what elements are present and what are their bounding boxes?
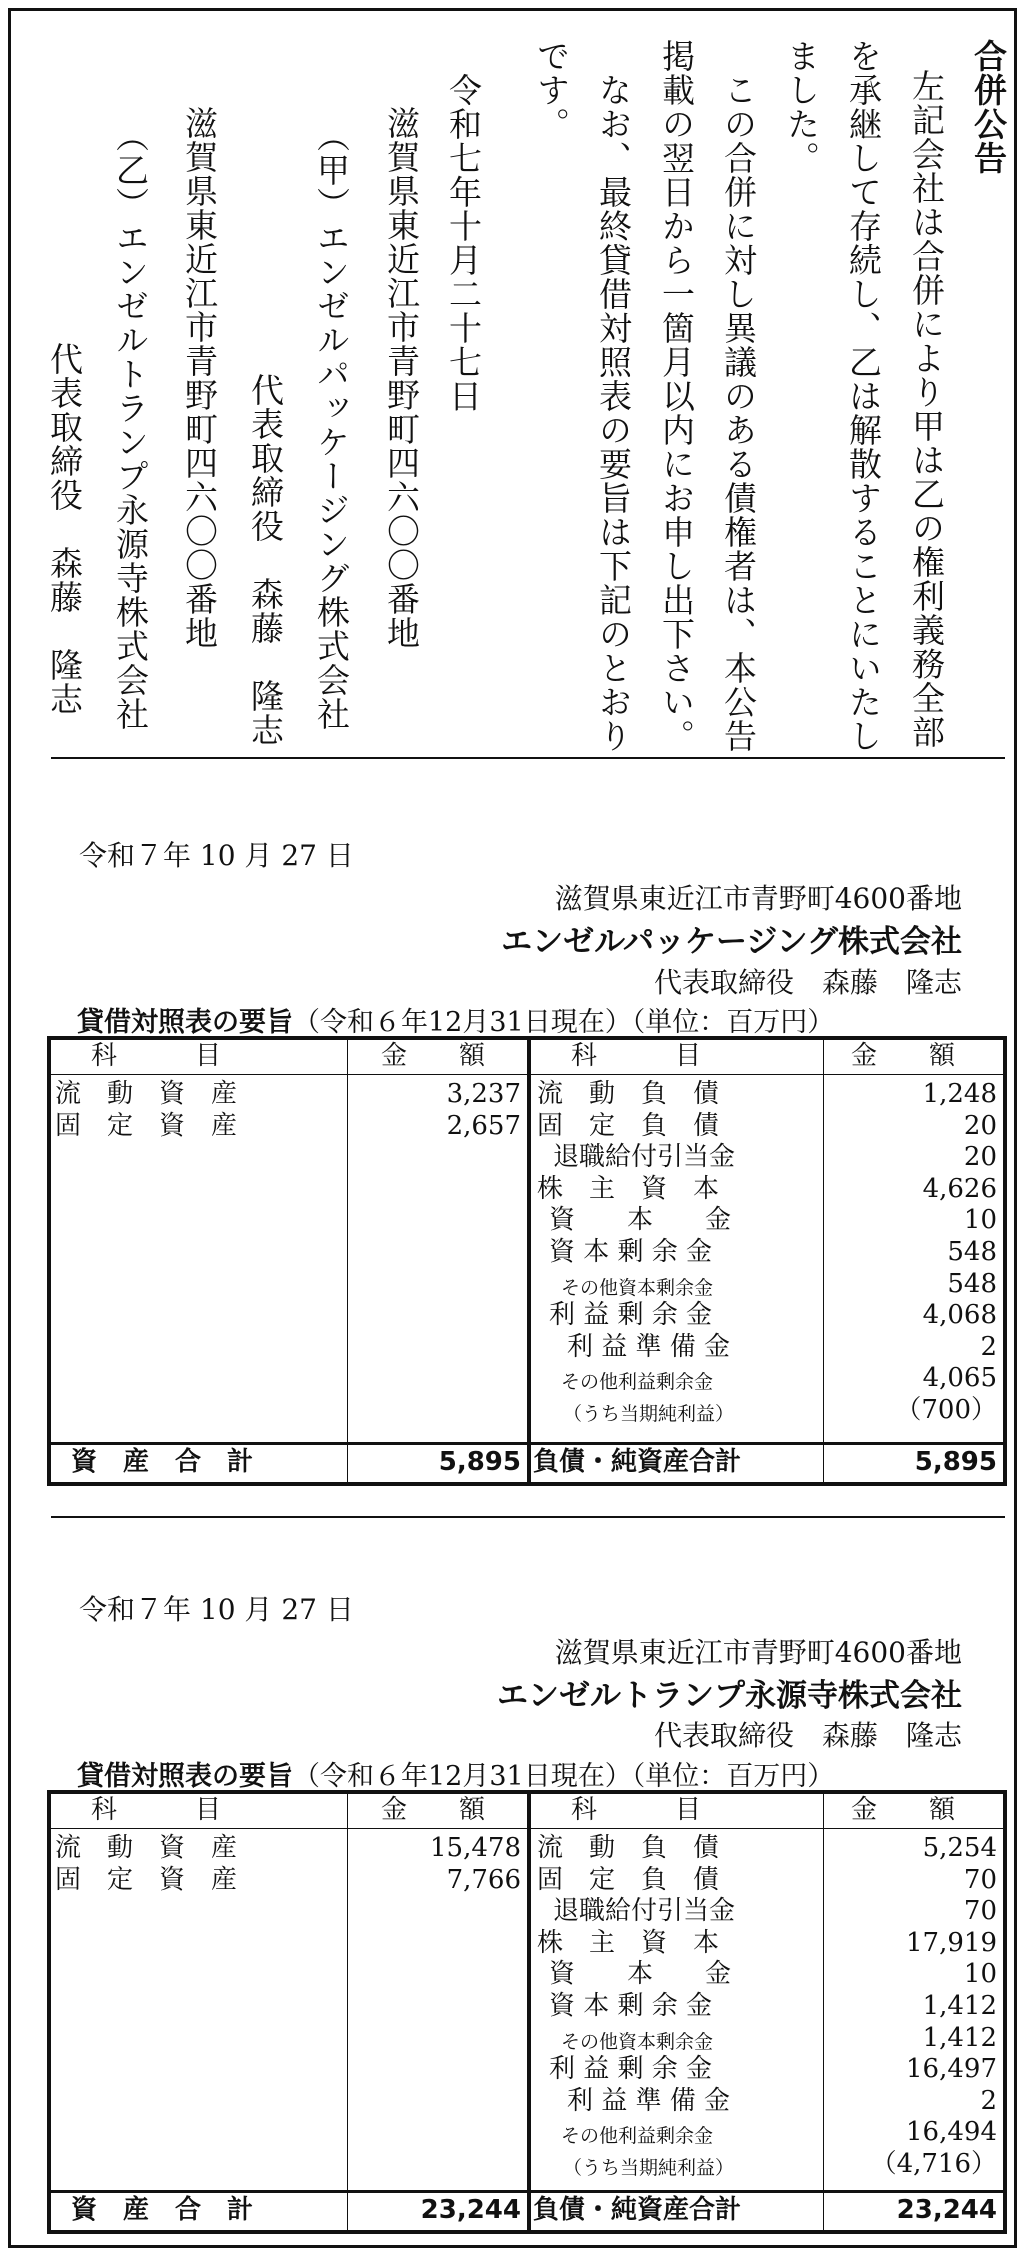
- bs-title: [77, 1754, 834, 1793]
- notice-body-line: を承継して存続し、乙は解散することにいたし: [844, 39, 883, 753]
- liability-value: （4,716）: [870, 2149, 997, 2179]
- total-liabilities-label: 負債・純資産合計: [533, 2195, 742, 2225]
- total-assets-value: 23,244: [420, 2195, 521, 2225]
- liability-value: 1,248: [922, 1079, 997, 1109]
- liability-label: その他利益剰余金: [561, 2125, 714, 2148]
- liability-value: 548: [947, 1237, 997, 1267]
- notice-title: 合併公告: [969, 39, 1008, 175]
- table-total-line: [51, 2190, 1003, 2193]
- liability-value: 548: [947, 1268, 997, 1299]
- header-amount: 金 額: [381, 1795, 486, 1825]
- header-item: 科 目: [91, 1795, 222, 1825]
- asset-label: 固 定 資 産: [55, 1864, 238, 1895]
- balance-sheet-table: [47, 1036, 1007, 1486]
- liability-label: 資 本 剰 余 金: [549, 1237, 713, 1267]
- header-item: 科 目: [571, 1795, 702, 1825]
- liability-label: その他利益剰余金: [561, 1371, 714, 1394]
- liability-value: 16,497: [906, 2054, 997, 2085]
- divider: [51, 757, 1005, 759]
- statement-company: エンゼルトランプ永源寺株式会社: [497, 1678, 962, 1714]
- liability-label: 流 動 負 債: [537, 1833, 720, 1863]
- liability-value: 10: [963, 1959, 997, 1990]
- table-center-line: [527, 1794, 531, 2230]
- liability-label: 資 本 金: [549, 1205, 732, 1236]
- header-amount: 金 額: [851, 1041, 956, 1071]
- notice-body-line: ました。: [782, 39, 821, 175]
- notice-rep-a: 代表取締役 森藤 隆志: [246, 373, 285, 747]
- notice-company-a: （甲）エンゼルパッケージング株式会社: [312, 119, 351, 731]
- liability-label: その他資本剰余金: [561, 2030, 714, 2053]
- total-assets-value: 5,895: [438, 1447, 521, 1477]
- table-total-line: [51, 1442, 1003, 1445]
- notice-company-b: （乙）エンゼルトランプ永源寺株式会社: [111, 119, 150, 731]
- header-amount: 金 額: [381, 1041, 486, 1071]
- liability-value: 70: [963, 1864, 997, 1895]
- statement-address: 滋賀県東近江市青野町4600番地: [554, 882, 962, 915]
- liability-label: 流 動 負 債: [537, 1079, 720, 1109]
- total-liabilities-value: 23,244: [896, 2195, 997, 2225]
- liability-value: 20: [963, 1110, 997, 1141]
- table-center-line: [527, 1040, 531, 1482]
- notice-address-a: 滋賀県東近江市青野町四六〇〇番地: [382, 106, 421, 650]
- table-vline: [823, 1040, 824, 1482]
- bs-title: [77, 1000, 834, 1039]
- bs-title-date: （令和６年12月31日現在）（単位：百万円）: [293, 1761, 835, 1792]
- liability-value: 5,254: [922, 1833, 997, 1863]
- liability-label: 株 主 資 本: [537, 1173, 720, 1204]
- header-amount: 金 額: [851, 1795, 956, 1825]
- liability-value: 70: [963, 1896, 997, 1927]
- liability-label: 固 定 負 債: [537, 1110, 720, 1141]
- notice-body-line: 左記会社は合併により甲は乙の権利義務全部: [907, 69, 946, 749]
- divider: [51, 1516, 1005, 1518]
- asset-label: 流 動 資 産: [55, 1079, 238, 1109]
- statement-address: 滋賀県東近江市青野町4600番地: [554, 1636, 962, 1669]
- liability-value: 17,919: [906, 1927, 997, 1958]
- statement-date: 令和７年 10 月 27 日: [79, 1593, 354, 1626]
- liability-label: 利 益 剰 余 金: [549, 2054, 713, 2085]
- asset-value: 2,657: [446, 1110, 521, 1141]
- liability-value: 1,412: [922, 1991, 997, 2021]
- liability-label: （うち当期純利益）: [563, 1403, 735, 1425]
- asset-value: 15,478: [430, 1833, 521, 1863]
- asset-value: 7,766: [446, 1864, 521, 1895]
- table-vline: [823, 1794, 824, 2230]
- liability-value: 4,065: [922, 1363, 997, 1394]
- liability-label: 資 本 剰 余 金: [549, 1991, 713, 2021]
- header-item: 科 目: [571, 1041, 702, 1071]
- statement-date: 令和７年 10 月 27 日: [79, 839, 354, 872]
- liability-value: 4,068: [922, 1300, 997, 1331]
- liability-label: 退職給付引当金: [553, 1142, 736, 1173]
- notice-body-line: この合併に対し異議のある債権者は、本公告: [719, 39, 758, 753]
- statement-representative: 代表取締役 森藤 隆志: [653, 1719, 962, 1752]
- liability-label: 固 定 負 債: [537, 1864, 720, 1895]
- total-liabilities-value: 5,895: [914, 1447, 997, 1477]
- liability-value: 1,412: [922, 2022, 997, 2053]
- notice-rep-b: 代表取締役 森藤 隆志: [45, 342, 84, 716]
- notice-frame: [8, 8, 1017, 2248]
- bs-title-main: 貸借対照表の要旨: [77, 1761, 293, 1792]
- liability-value: 4,626: [922, 1173, 997, 1204]
- asset-value: 3,237: [446, 1079, 521, 1109]
- liability-value: （700）: [895, 1395, 997, 1425]
- liability-label: （うち当期純利益）: [563, 2157, 735, 2179]
- statement-company: エンゼルパッケージング株式会社: [501, 924, 962, 960]
- asset-label: 固 定 資 産: [55, 1110, 238, 1141]
- notice-address-b: 滋賀県東近江市青野町四六〇〇番地: [180, 106, 219, 650]
- liability-label: 資 本 金: [549, 1959, 732, 1990]
- liability-value: 2: [980, 1331, 997, 1362]
- total-liabilities-label: 負債・純資産合計: [533, 1447, 742, 1477]
- notice-body-line: 掲載の翌日から一箇月以内にお申し出下さい。: [657, 39, 696, 753]
- liability-label: 利 益 剰 余 金: [549, 1300, 713, 1331]
- total-assets-label: 資 産 合 計: [71, 2195, 254, 2225]
- header-item: 科 目: [91, 1041, 222, 1071]
- statement-representative: 代表取締役 森藤 隆志: [653, 966, 962, 999]
- balance-sheet-table: [47, 1790, 1007, 2234]
- liability-label: 株 主 資 本: [537, 1927, 720, 1958]
- liability-value: 20: [963, 1142, 997, 1173]
- liability-label: 退職給付引当金: [553, 1896, 736, 1927]
- table-vline: [347, 1040, 348, 1482]
- notice-body-line: なお、最終貸借対照表の要旨は下記のとおり: [594, 39, 633, 753]
- total-assets-label: 資 産 合 計: [71, 1447, 254, 1477]
- liability-label: 利 益 準 備 金: [567, 1331, 731, 1362]
- notice-body-line: です。: [532, 39, 571, 141]
- liability-label: その他資本剰余金: [561, 1276, 714, 1299]
- liability-label: 利 益 準 備 金: [567, 2085, 731, 2116]
- bs-title-main: 貸借対照表の要旨: [77, 1007, 293, 1038]
- liability-value: 2: [980, 2085, 997, 2116]
- table-header-line: [51, 1828, 1003, 1829]
- liability-value: 16,494: [906, 2117, 997, 2148]
- notice-date: 令和七年十月二十七日: [444, 73, 483, 413]
- table-vline: [347, 1794, 348, 2230]
- bs-title-date: （令和６年12月31日現在）（単位：百万円）: [293, 1007, 835, 1038]
- table-header-line: [51, 1074, 1003, 1075]
- liability-value: 10: [963, 1205, 997, 1236]
- asset-label: 流 動 資 産: [55, 1833, 238, 1863]
